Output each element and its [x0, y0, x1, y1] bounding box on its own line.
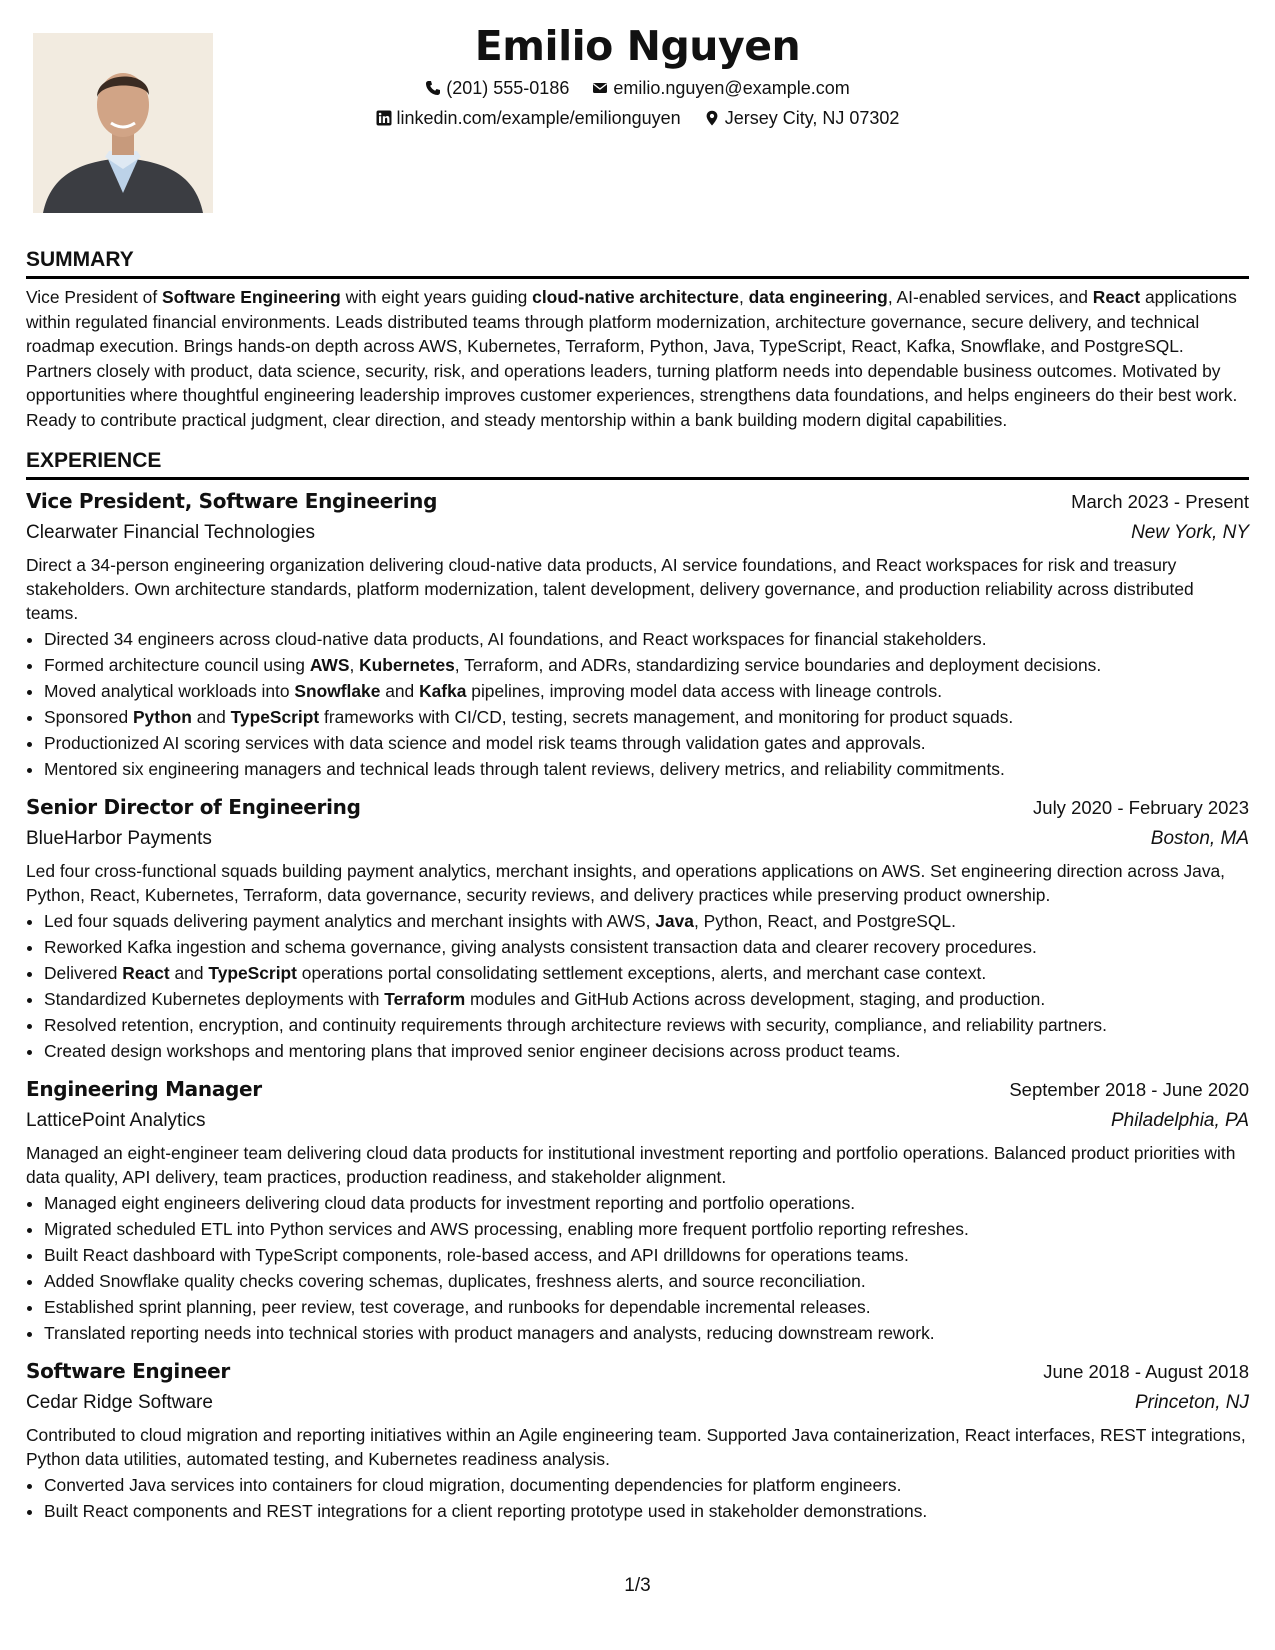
job-bullet-list: [26, 1190, 1249, 1346]
summary-text-part: Vice President of: [26, 287, 162, 307]
phone-number: (201) 555-0186: [446, 78, 570, 98]
bullet-text: Delivered: [44, 963, 123, 983]
job-dates: June 2018 - August 2018: [1043, 1361, 1249, 1382]
bullet-text: Built React components and REST integrations for a client reporting prototype used in stakeholder demonstrations.: [44, 1501, 928, 1521]
company-name: BlueHarbor Payments: [26, 828, 212, 849]
phone-icon: [425, 80, 441, 96]
bullet-text: Sponsored: [44, 707, 133, 727]
job-description: Direct a 34-person engineering organization delivering cloud-native data products, AI service foundations, and React workspaces for risk and treasury stakeholders. Own architecture standards, platform modernization, talent development, delivery governance, and production reliability across distributed teams.: [26, 555, 1194, 623]
job-bullet: [44, 678, 1249, 704]
summary-text-part: with eight years guiding: [340, 287, 533, 307]
job-bullet: [44, 908, 1249, 934]
bullet-bold-term: AWS: [309, 655, 350, 675]
bullet-text: Mentored six engineering managers and technical leads through talent reviews, delivery metrics, and reliability commitments.: [44, 759, 1005, 779]
summary-heading: SUMMARY: [26, 247, 1249, 279]
bullet-text: Moved analytical workloads into: [44, 681, 295, 701]
bullet-text: Migrated scheduled ETL into Python services and AWS processing, enabling more frequent portfolio reporting refreshes.: [44, 1219, 969, 1239]
job-bullet: [44, 652, 1249, 678]
phone-contact[interactable]: [425, 76, 569, 100]
contact-line-2: [0, 106, 1275, 130]
job-bullet: [44, 1294, 1249, 1320]
bullet-bold-term: Java: [655, 911, 694, 931]
bullet-bold-term: Terraform: [384, 989, 466, 1009]
resume-content: [26, 247, 1249, 1534]
summary-bold-term: cloud-native architecture: [532, 287, 739, 307]
bullet-bold-term: Snowflake: [294, 681, 381, 701]
job-bullet: [44, 1216, 1249, 1242]
envelope-icon: [592, 80, 608, 96]
job-description: Contributed to cloud migration and reporting initiatives within an Agile engineering team. Supported Java containerization, React interfaces, REST integrations, Python data utilities, automated testing, and Kubernetes readiness analysis.: [26, 1425, 1246, 1469]
job-title: Software Engineer: [26, 1359, 230, 1383]
job-entry: [26, 792, 1249, 1064]
job-bullet-list: [26, 1472, 1249, 1524]
page-number: 1/3: [624, 1575, 651, 1596]
job-bullet: [44, 730, 1249, 756]
job-bullet-list: [26, 626, 1249, 782]
company-name: Clearwater Financial Technologies: [26, 522, 316, 543]
job-bullet: [44, 1038, 1249, 1064]
job-description: Managed an eight-engineer team delivering cloud data products for institutional investment reporting and portfolio operations. Balanced product priorities with data quality, API delivery, team practices, production readiness, and stakeholder alignment.: [26, 1143, 1236, 1187]
bullet-text: pipelines, improving model data access with lineage controls.: [466, 681, 943, 701]
summary-text-part: , AI-enabled services, and: [887, 287, 1093, 307]
job-bullet: [44, 756, 1249, 782]
job-bullet: [44, 1012, 1249, 1038]
linkedin-contact[interactable]: [376, 106, 681, 130]
job-location: Princeton, NJ: [1134, 1392, 1249, 1413]
job-dates: July 2020 - February 2023: [1033, 797, 1249, 818]
job-description: Led four cross-functional squads building payment analytics, merchant insights, and operations applications on AWS. Set engineering direction across Java, Python, React, Kubernetes, Terraform, data governance, security reviews, and delivery practices while preserving product ownership.: [26, 861, 1226, 905]
bullet-text: frameworks with CI/CD, testing, secrets management, and monitoring for product squads.: [319, 707, 1014, 727]
experience-heading: EXPERIENCE: [26, 448, 1249, 480]
job-company-row: [26, 517, 1249, 549]
summary-text-part: ,: [738, 287, 749, 307]
email-address: emilio.nguyen@example.com: [613, 78, 850, 98]
bullet-text: and: [169, 963, 209, 983]
job-bullet: [44, 934, 1249, 960]
job-bullet: [44, 1498, 1249, 1524]
bullet-text: operations portal consolidating settlement exceptions, alerts, and merchant case context.: [296, 963, 987, 983]
job-company-row: [26, 1105, 1249, 1137]
summary-bold-term: React: [1092, 287, 1141, 307]
job-bullet-list: [26, 908, 1249, 1064]
contact-line-1: [0, 76, 1275, 100]
job-bullet: [44, 626, 1249, 652]
job-bullet: [44, 1472, 1249, 1498]
job-entry: [26, 1074, 1249, 1346]
location-contact: [704, 106, 900, 130]
bullet-bold-term: Kubernetes: [359, 655, 455, 675]
job-location: Boston, MA: [1150, 828, 1249, 849]
job-bullet: [44, 986, 1249, 1012]
job-company-row: [26, 1387, 1249, 1419]
bullet-text: Led four squads delivering payment analytics and merchant insights with AWS,: [44, 911, 656, 931]
bullet-text: Productionized AI scoring services with data science and model risk teams through validation gates and approvals.: [44, 733, 926, 753]
bullet-text: Resolved retention, encryption, and continuity requirements through architecture reviews with security, compliance, and reliability partners.: [44, 1015, 1107, 1035]
summary-bold-term: data engineering: [748, 287, 888, 307]
job-company-row: [26, 823, 1249, 855]
bullet-text: Added Snowflake quality checks covering schemas, duplicates, freshness alerts, and source reconciliation.: [44, 1271, 866, 1291]
job-bullet: [44, 1320, 1249, 1346]
job-dates: September 2018 - June 2020: [1009, 1079, 1249, 1100]
linkedin-icon: [376, 110, 392, 126]
bullet-text: ,: [349, 655, 360, 675]
job-entry: [26, 1356, 1249, 1524]
bullet-bold-term: TypeScript: [208, 963, 297, 983]
map-pin-icon: [704, 110, 720, 126]
bullet-text: , Python, React, and PostgreSQL.: [693, 911, 956, 931]
bullet-text: Directed 34 engineers across cloud-native data products, AI foundations, and React workspaces for financial stakeholders.: [44, 629, 987, 649]
location-text: Jersey City, NJ 07302: [724, 108, 900, 128]
bullet-text: Created design workshops and mentoring plans that improved senior engineer decisions across product teams.: [44, 1041, 901, 1061]
bullet-text: Converted Java services into containers for cloud migration, documenting dependencies for platform engineers.: [44, 1475, 902, 1495]
email-contact[interactable]: [592, 76, 849, 100]
summary-bold-term: Software Engineering: [161, 287, 341, 307]
bullet-text: Established sprint planning, peer review, test coverage, and runbooks for dependable incremental releases.: [44, 1297, 871, 1317]
bullet-bold-term: Kafka: [419, 681, 467, 701]
job-header-row: [26, 792, 1249, 823]
job-header-row: [26, 1074, 1249, 1105]
job-bullet: [44, 1242, 1249, 1268]
job-title: Engineering Manager: [26, 1077, 262, 1101]
company-name: Cedar Ridge Software: [26, 1392, 213, 1413]
summary-text: [26, 285, 1249, 432]
bullet-bold-term: Python: [132, 707, 192, 727]
job-dates: March 2023 - Present: [1071, 491, 1249, 512]
job-header-row: [26, 1356, 1249, 1387]
summary-text-part: applications within regulated financial environments. Leads distributed teams through platform modernization, architecture governance, secure delivery, and technical roadmap execution. Brings hands-on depth across AWS, Kubernetes, Terraform, Python, Java, TypeScript, React, Kafka, Snowflake, and PostgreSQL. Partners closely with product, data science, security, risk, and operations leaders, turning platform needs into dependable business outcomes. Motivated by opportunities where thoughtful engineering leadership improves customer experiences, strengthens data foundations, and helps engineers do their best work. Ready to contribute practical judgment, clear direction, and steady mentorship within a bank building modern digital capabilities.: [26, 287, 1238, 430]
job-header-row: [26, 486, 1249, 517]
job-entry: [26, 486, 1249, 782]
bullet-bold-term: React: [122, 963, 170, 983]
company-name: LatticePoint Analytics: [26, 1110, 206, 1131]
job-bullet: [44, 1268, 1249, 1294]
bullet-bold-term: TypeScript: [230, 707, 320, 727]
job-title: Senior Director of Engineering: [26, 795, 361, 819]
bullet-text: Standardized Kubernetes deployments with: [44, 989, 385, 1009]
bullet-text: Formed architecture council using: [44, 655, 310, 675]
bullet-text: modules and GitHub Actions across development, staging, and production.: [465, 989, 1046, 1009]
linkedin-url: linkedin.com/example/emilionguyen: [396, 108, 681, 128]
job-location: Philadelphia, PA: [1110, 1110, 1249, 1131]
job-bullet: [44, 704, 1249, 730]
bullet-text: Built React dashboard with TypeScript components, role-based access, and API drilldowns for operations teams.: [44, 1245, 909, 1265]
job-title: Vice President, Software Engineering: [26, 489, 438, 513]
bullet-text: , Terraform, and ADRs, standardizing service boundaries and deployment decisions.: [454, 655, 1102, 675]
bullet-text: and: [380, 681, 420, 701]
bullet-text: Translated reporting needs into technical stories with product managers and analysts, reducing downstream rework.: [44, 1323, 935, 1343]
candidate-name: Emilio Nguyen: [474, 22, 801, 70]
job-bullet: [44, 1190, 1249, 1216]
experience-list: [26, 486, 1249, 1524]
bullet-text: and: [191, 707, 231, 727]
bullet-text: Reworked Kafka ingestion and schema governance, giving analysts consistent transaction data and clearer recovery procedures.: [44, 937, 1037, 957]
job-bullet: [44, 960, 1249, 986]
bullet-text: Managed eight engineers delivering cloud data products for investment reporting and portfolio operations.: [44, 1193, 856, 1213]
job-location: New York, NY: [1131, 522, 1249, 543]
